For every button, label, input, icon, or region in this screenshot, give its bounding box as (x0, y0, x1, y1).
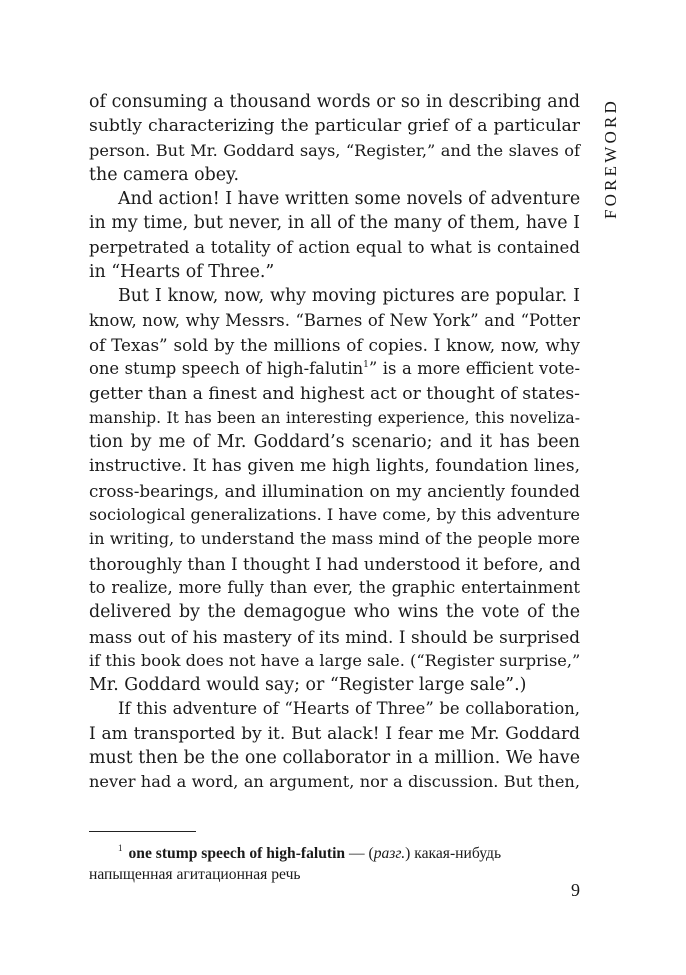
footnote-usage-note: разг. (373, 845, 406, 862)
text-line: thoroughly than I thought I had understood it before, and (89, 553, 581, 574)
paragraph-start-line: If this adventure of “Hearts of Three” be collaboration, (118, 699, 580, 719)
text-line: perpetrated a totality of action equal to what is contained (89, 237, 580, 257)
text-line: must then be the one collaborator in a million. We have (89, 748, 580, 769)
text-line: if this book does not have a large sale. (“Register surprise,” (89, 650, 581, 670)
text-line: of Texas” sold by the millions of copies. I know, now, why (89, 334, 580, 355)
text-line: instructive. It has given me high lights, foundation lines, (89, 456, 580, 477)
text-line: in writing, to understand the mass mind of the people more (89, 529, 580, 549)
text-line: cross-bearings, and illumination on my anciently founded (89, 480, 580, 501)
text-segment: ” is a more efficient vote- (368, 359, 581, 379)
body-text (89, 90, 580, 795)
text-line: getter than a finest and highest act or thought of states- (89, 383, 580, 404)
text-segment: one stump speech of high-falutin (89, 359, 364, 379)
text-line: person. But Mr. Goddard says, “Register,” and the slaves of (89, 140, 580, 160)
footnote-number: 1 (118, 843, 123, 853)
footnote (89, 838, 580, 885)
text-line: in my time, but never, in all of the many of them, have I (89, 213, 580, 234)
text-line: Mr. Goddard would say; or “Register large sale”.) (89, 675, 527, 696)
footnote-gloss: какая-нибудь (410, 845, 502, 862)
text-line: delivered by the demagogue who wins the vote of the (89, 602, 580, 623)
footnote-line (89, 838, 580, 864)
paragraph-start-line: And action! I have written some novels of adventure (118, 189, 581, 210)
text-line: I am transported by it. But alack! I fear me Mr. Goddard (89, 723, 580, 744)
text-line: know, now, why Messrs. “Barnes of New York” and “Potter (89, 310, 580, 330)
text-line: to realize, more fully than ever, the graphic entertainment (89, 577, 580, 597)
text-line: manship. It has been an interesting experience, this noveliza- (89, 408, 580, 427)
running-head: FOREWORD (601, 98, 620, 219)
footnote-term: one stump speech of high-falutin (128, 845, 346, 862)
paragraph-start-line: But I know, now, why moving pictures are popular. I (118, 286, 580, 307)
text-line: mass out of his mastery of its mind. I should be surprised (89, 626, 580, 647)
footnote-reference[interactable]: 1 (363, 360, 369, 371)
text-line: tion by me of Mr. Goddard’s scenario; and it has been (89, 432, 580, 453)
text-line: of consuming a thousand words or so in describing and (89, 92, 580, 112)
footnote-dash: — ( (345, 845, 374, 862)
footnote-gloss-continued: напыщенная агитационная речь (89, 866, 301, 883)
footnote-paren: ) (405, 845, 411, 862)
text-line: in “Hearts of Three.” (89, 262, 275, 283)
footnote-divider (89, 831, 196, 832)
text-line: never had a word, an argument, nor a discussion. But then, (89, 772, 580, 792)
text-line-with-footnote-ref (89, 357, 580, 381)
page-number: 9 (571, 880, 580, 900)
text-line: the camera obey. (89, 164, 240, 185)
text-line: sociological generalizations. I have come, by this adventure (89, 505, 581, 525)
text-line: subtly characterizing the particular grief of a particular (89, 116, 580, 137)
